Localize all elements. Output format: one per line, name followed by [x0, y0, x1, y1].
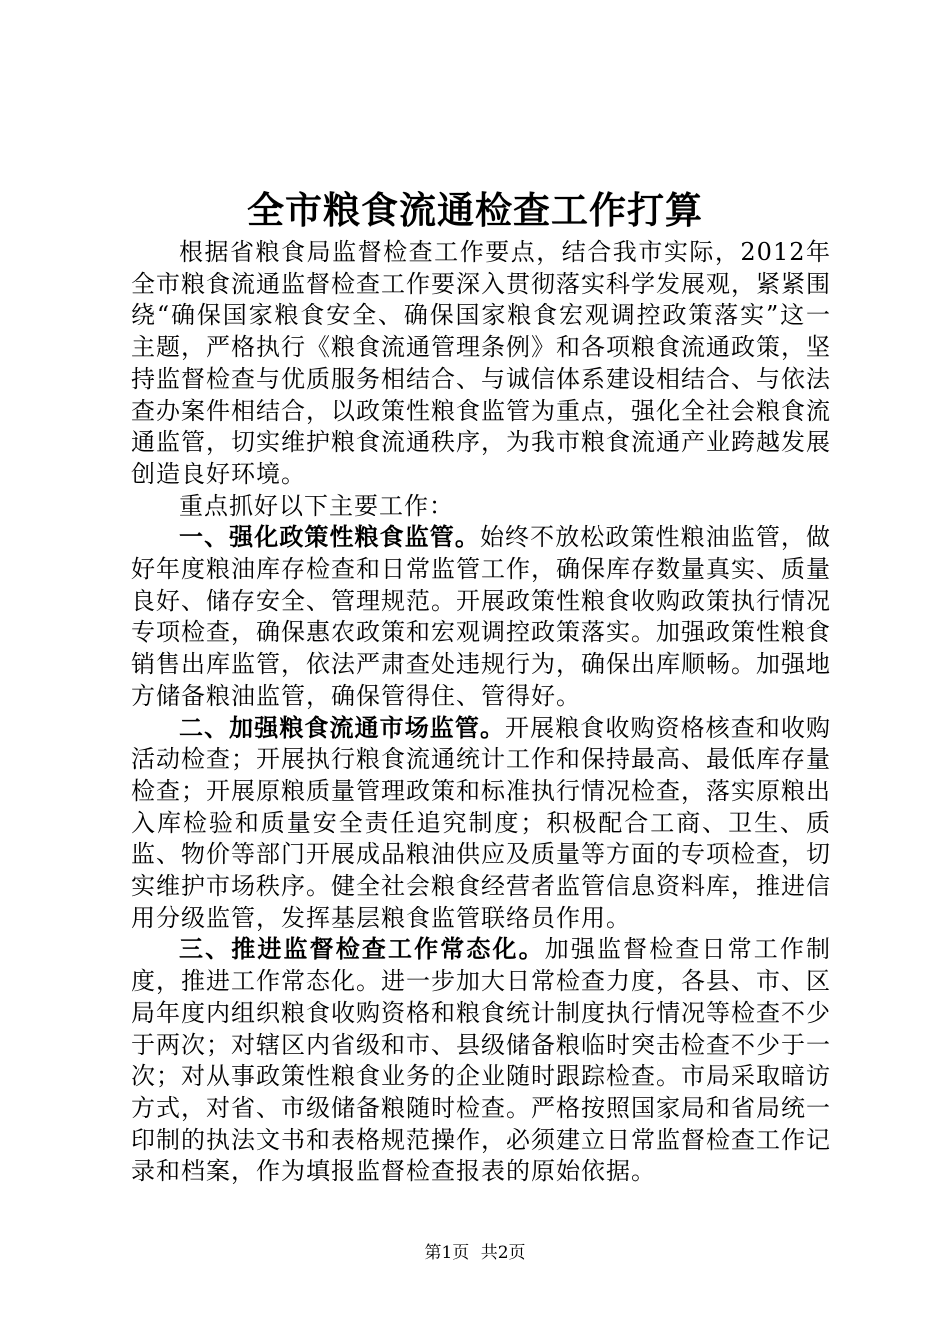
- intro-paragraph: [131, 237, 831, 491]
- section-two-paragraph: [131, 713, 831, 935]
- document-title: 全市粮食流通检查工作打算: [247, 188, 703, 232]
- paragraph-text: 加强监督检查日常工作制度，推进工作常态化。进一步加大日常检查力度，各县、市、区局年度内组织粮食收购资格和粮食统计制度执行情况等检查不少于两次；对辖区内省级和市、县级储备粮临时突击检查不少于一次；对从事政策性粮食业务的企业随时跟踪检查。市局采取暗访方式，对省、市级储备粮随时检查。严格按照国家局和省局统一印制的执法文书和表格规范操作，必须建立日常监督检查工作记录和档案，作为填报监督检查报表的原始依据。: [131, 935, 831, 1186]
- page-total: 共2页: [480, 1243, 526, 1263]
- paragraph-text: 始终不放松政策性粮油监管，做好年度粮油库存检查和日常监管工作，确保库存数量真实、质量良好、储存安全、管理规范。开展政策性粮食收购政策执行情况专项检查，确保惠农政策和宏观调控政策落实。加强政策性粮食销售出库监管，依法严肃查处违规行为，确保出库顺畅。加强地方储备粮油监管，确保管得住、管得好。: [131, 523, 832, 710]
- page-footer: [0, 1242, 950, 1264]
- document-body: [131, 237, 831, 1188]
- section-one-paragraph: [131, 522, 831, 712]
- section-heading: 二、加强粮食流通市场监管。: [179, 713, 506, 742]
- page-number: 第1页: [424, 1243, 470, 1263]
- section-three-paragraph: [131, 934, 831, 1188]
- section-heading: 三、推进监督检查工作常态化。: [179, 935, 545, 964]
- section-heading: 一、强化政策性粮食监管。: [179, 523, 480, 552]
- paragraph-text: 重点抓好以下主要工作：: [179, 491, 454, 520]
- paragraph-text: 开展粮食收购资格核查和收购活动检查；开展执行粮食流通统计工作和保持最高、最低库存量检查；开展原粮质量管理政策和标准执行情况检查，落实原粮出入库检验和质量安全责任追究制度；积极配合工商、卫生、质监、物价等部门开展成品粮油供应及质量等方面的专项检查，切实维护市场秩序。健全社会粮食经营者监管信息资料库，推进信用分级监管，发挥基层粮食监管联络员作用。: [131, 713, 832, 932]
- summary-paragraph: [131, 491, 831, 523]
- paragraph-text: 根据省粮食局监督检查工作要点，结合我市实际，2012年全市粮食流通监督检查工作要深入贯彻落实科学发展观，紧紧围绕“确保国家粮食安全、确保国家粮食宏观调控政策落实”这一主题，严格执行《粮食流通管理条例》和各项粮食流通政策，坚持监督检查与优质服务相结合、与诚信体系建设相结合、与依法查办案件相结合，以政策性粮食监管为重点，强化全社会粮食流通监管，切实维护粮食流通秩序，为我市粮食流通产业跨越发展创造良好环境。: [131, 238, 831, 488]
